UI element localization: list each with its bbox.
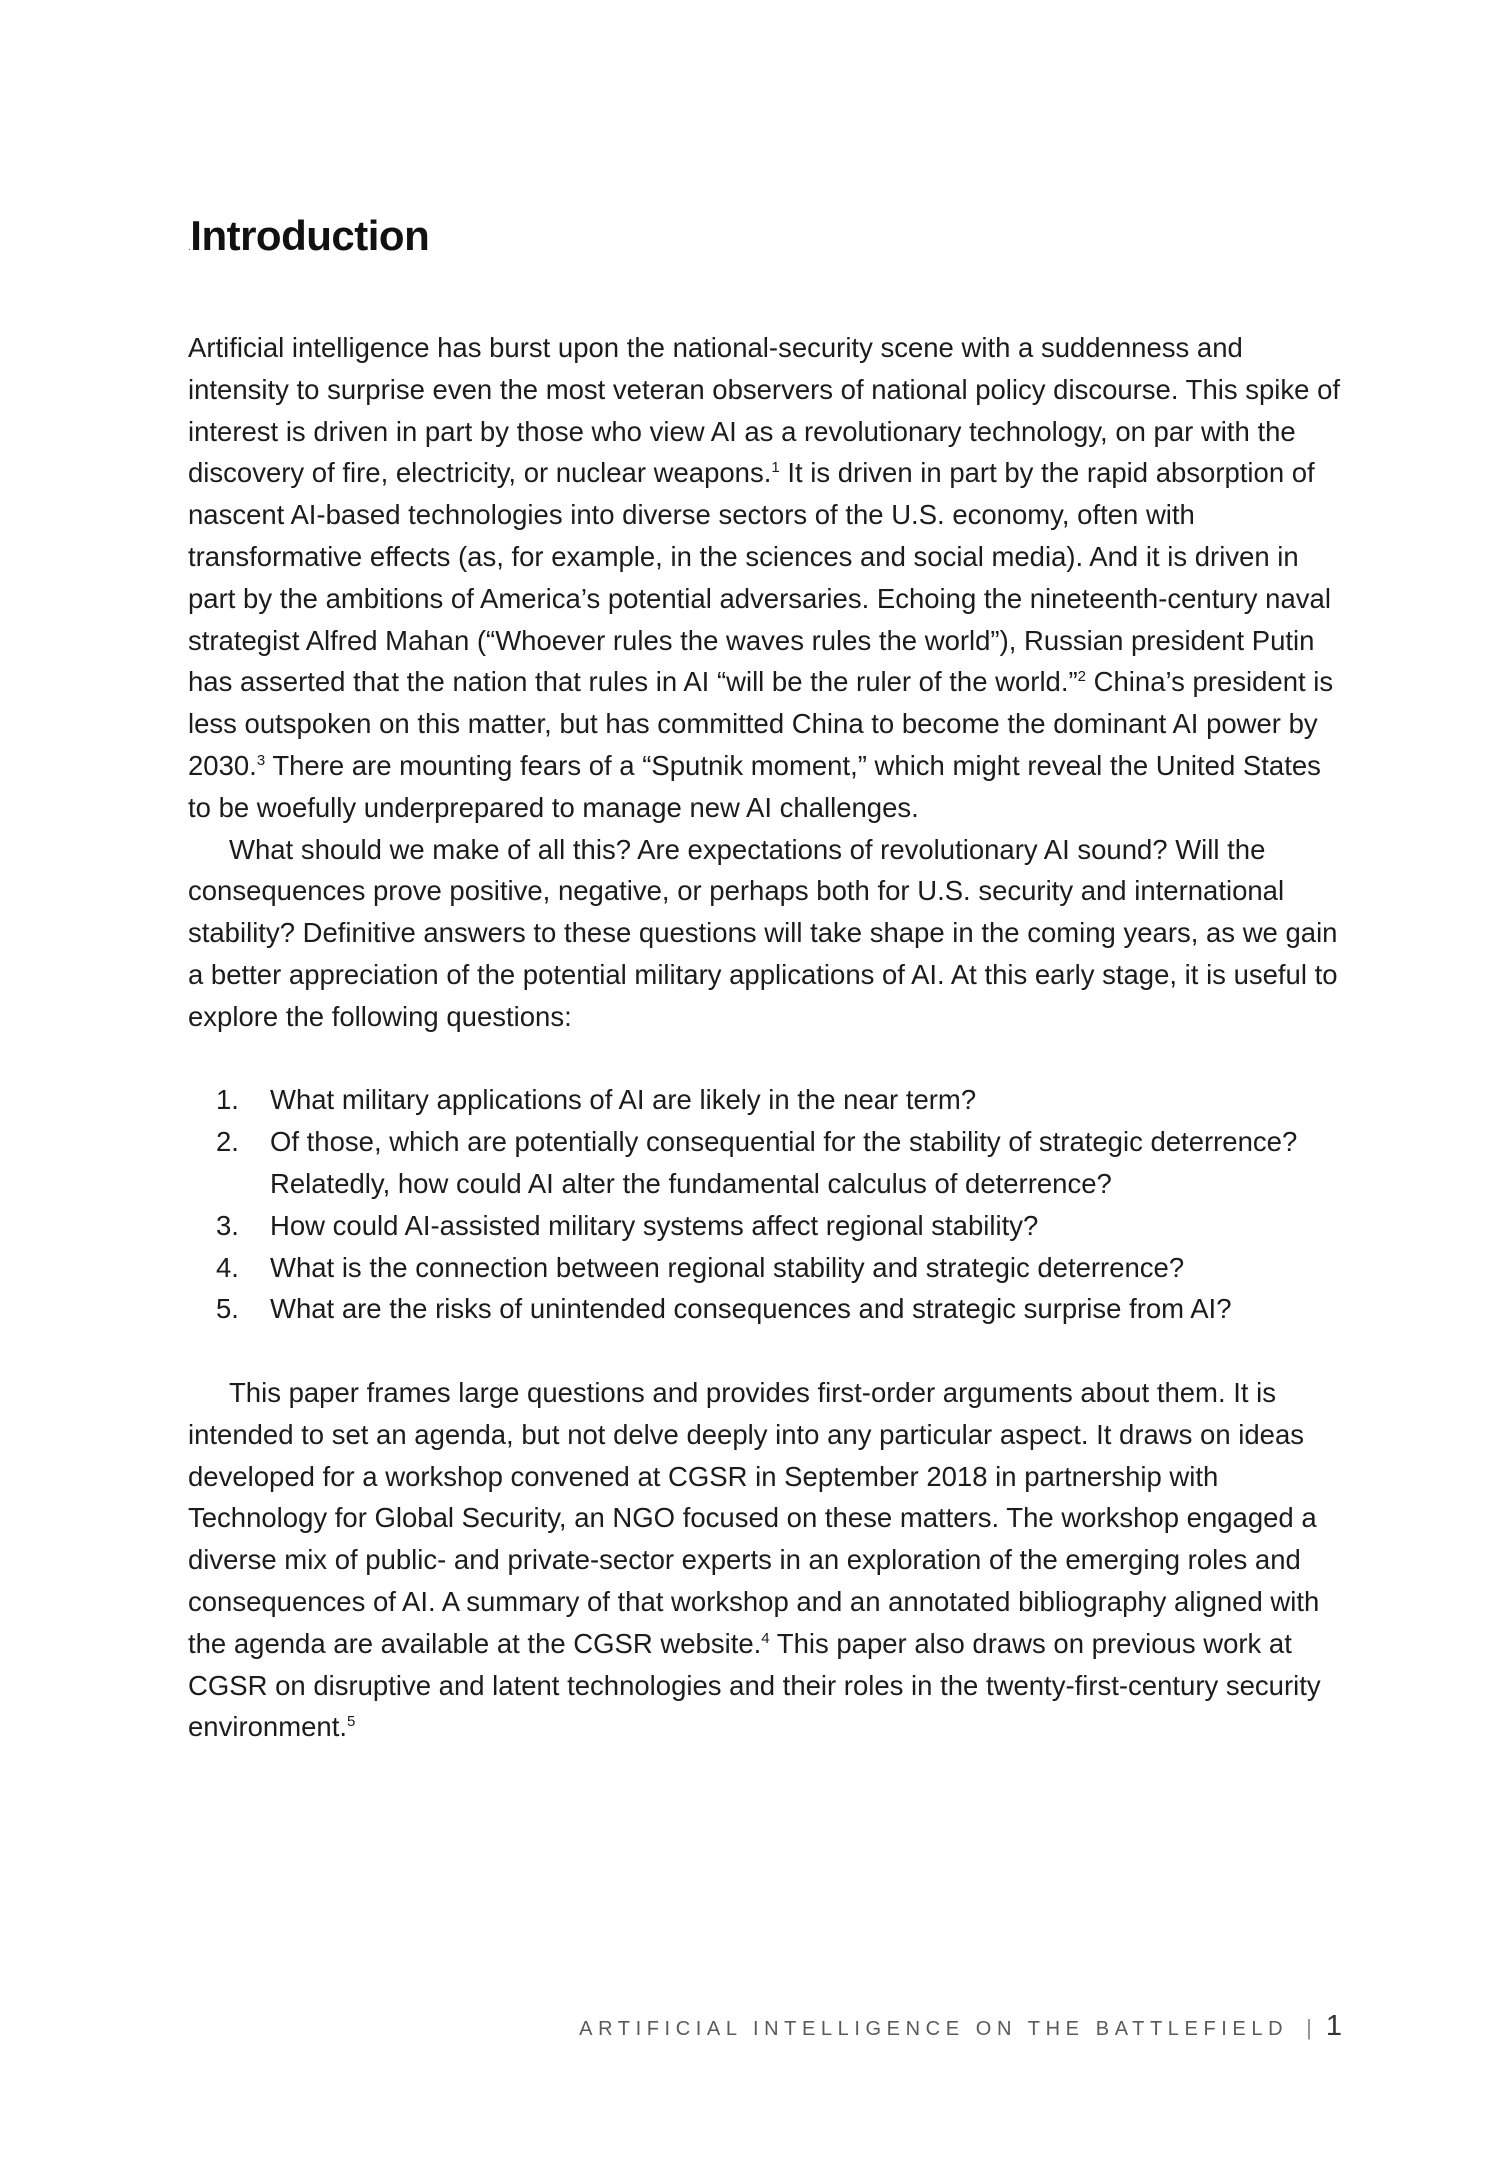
heading-marker: . xyxy=(188,242,191,254)
list-item-number: 3. xyxy=(216,1209,239,1241)
list-item-text: How could AI-assisted military systems affect regional stability? xyxy=(270,1209,1039,1241)
footnote-ref-3: 3 xyxy=(256,751,266,769)
page-footer xyxy=(579,2010,1342,2043)
paragraph-2: What should we make of all this? Are expectations of revolutionary AI sound? Will the consequences prove positive, negative, or perhaps both for U.S. security and international stability? Definitive answers to these questions will take shape in the coming years, as we gain a better appreciation of the potential military applications of AI. At this early stage, it is useful to explore the following questions: xyxy=(188,833,1338,1032)
list-item-number: 2. xyxy=(216,1126,239,1158)
paragraph-1-part-2: It is driven in part by the rapid absorption of nascent AI-based technologies into diverse sectors of the U.S. economy, often with transformative effects (as, for example, in the sciences and social media). And it is driven in part by the ambitions of America’s potential adversaries. Echoing the nineteenth-century naval strategist Alfred Mahan (“Whoever rules the waves rules the world”), Russian president Putin has asserted that the nation that rules in AI “will be the ruler of the world.” xyxy=(188,457,1331,698)
list-item-number: 1. xyxy=(216,1084,239,1116)
body-text xyxy=(188,327,1348,1748)
paragraph-1-part-3: China’s president is less outspoken on this matter, but has committed China to become the dominant AI power by 2030. xyxy=(188,666,1334,781)
paragraph-3 xyxy=(188,1372,1348,1748)
footnote-ref-5: 5 xyxy=(346,1713,356,1731)
list-item-text: What military applications of AI are likely in the near term? xyxy=(270,1084,977,1116)
list-item-text: Of those, which are potentially consequential for the stability of strategic deterrence? Relatedly, how could AI alter the fundamental calculus of deterrence? xyxy=(270,1126,1298,1199)
paragraph-1-part-1: Artificial intelligence has burst upon the national-security scene with a suddenness and intensity to surprise even the most veteran observers of national policy discourse. This spike of interest is driven in part by those who view AI as a revolutionary technology, on par with the discovery of fire, electricity, or nuclear weapons. xyxy=(188,332,1341,489)
list-item xyxy=(188,1121,1348,1205)
footnote-ref-1: 1 xyxy=(771,459,780,477)
list-item-text: What are the risks of unintended consequences and strategic surprise from AI? xyxy=(270,1293,1232,1325)
paragraph-3-part-2: This paper also draws on previous work at CGSR on disruptive and latent technologies and their roles in the twenty-first-century security environment. xyxy=(188,1627,1321,1743)
list-item xyxy=(188,1247,1348,1289)
list-item-number: 5. xyxy=(216,1293,239,1325)
list-item xyxy=(188,1288,1348,1330)
questions-list xyxy=(188,1079,1348,1330)
list-item-text: What is the connection between regional stability and strategic deterrence? xyxy=(270,1251,1185,1283)
heading-title: Introduction xyxy=(190,212,430,260)
running-title: ARTIFICIAL INTELLIGENCE ON THE BATTLEFIELD xyxy=(579,2018,1289,2040)
footer-separator: | xyxy=(1306,2015,1312,2040)
list-item xyxy=(188,1079,1348,1121)
footnote-ref-4: 4 xyxy=(761,1629,770,1647)
list-item-number: 4. xyxy=(216,1251,239,1283)
section-heading xyxy=(188,212,429,260)
paragraph-3-part-1: This paper frames large questions and provides first-order arguments about them. It is intended to set an agenda, but not delve deeply into any particular aspect. It draws on ideas developed for a workshop convened at CGSR in September 2018 in partnership with Technology for Global Security, an NGO focused on these matters. The workshop engaged a diverse mix of public- and private-sector experts in an exploration of the emerging roles and consequences of AI. A summary of that workshop and an annotated bibliography aligned with the agenda are available at the CGSR website. xyxy=(188,1376,1320,1659)
list-item xyxy=(188,1205,1348,1247)
paragraph-1-part-4: There are mounting fears of a “Sputnik moment,” which might reveal the United States to be woefully underprepared to manage new AI challenges. xyxy=(188,749,1321,823)
paragraph-1 xyxy=(188,327,1348,829)
page-number: 1 xyxy=(1325,2010,1342,2042)
footnote-ref-2: 2 xyxy=(1077,668,1086,686)
